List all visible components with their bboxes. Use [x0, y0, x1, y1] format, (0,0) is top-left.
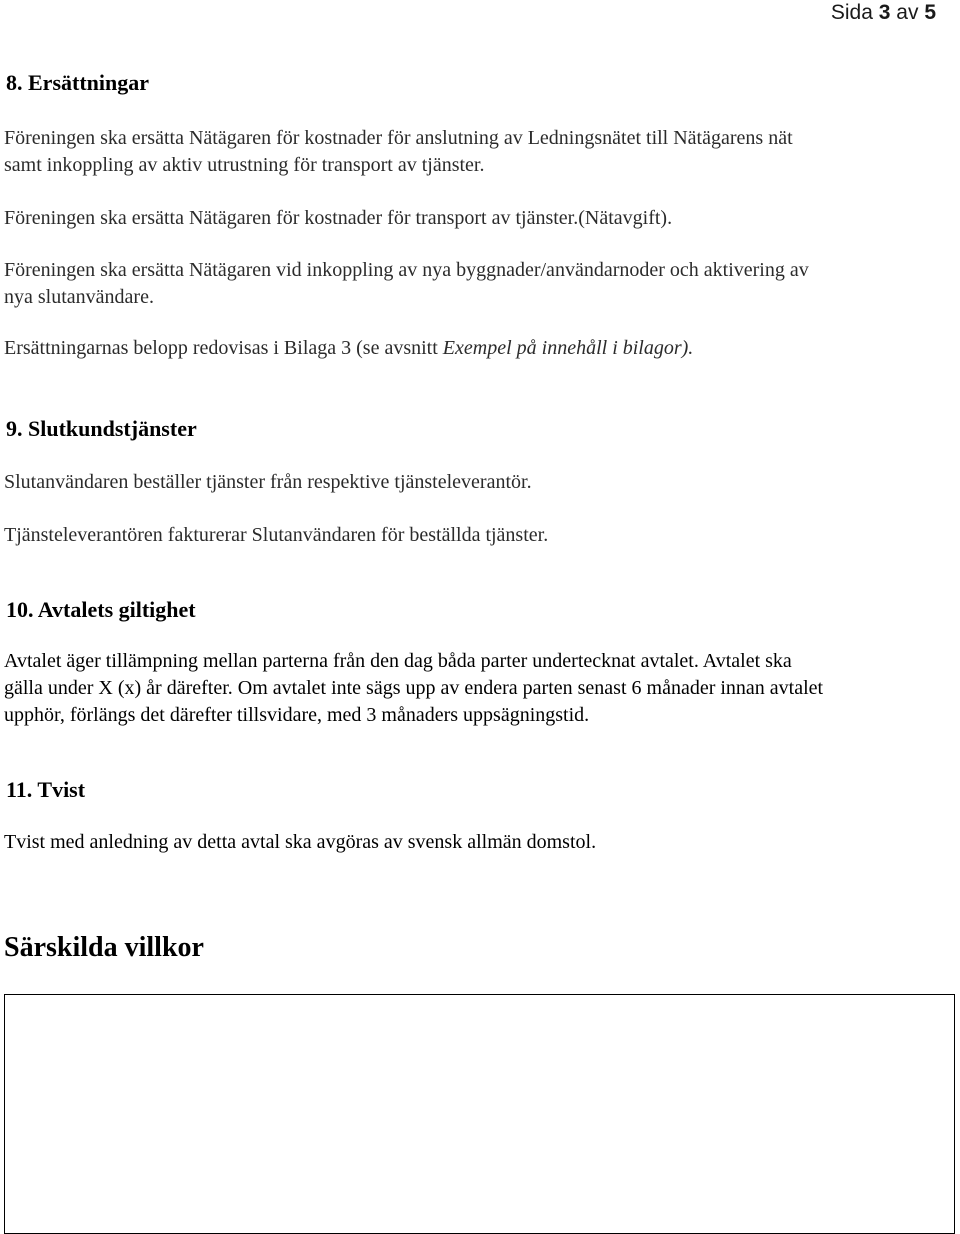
section-10-paragraph: [4, 648, 924, 729]
section-8-paragraph-4-reference: Exempel på innehåll i bilagor).: [442, 337, 694, 359]
section-8-paragraph-1-line-1: Föreningen ska ersätta Nätägaren för kostnader för anslutning av Ledningsnätet till Nätägarens nät: [4, 127, 793, 149]
section-8-paragraph-1-line-2: samt inkoppling av aktiv utrustning för transport av tjänster.: [4, 154, 485, 176]
section-8-paragraph-4-text: Ersättningarnas belopp redovisas i Bilaga 3 (se avsnitt: [4, 337, 443, 359]
section-8-paragraph-2: Föreningen ska ersätta Nätägaren för kostnader för transport av tjänster.(Nätavgift).: [4, 207, 673, 229]
page-total: 5: [924, 1, 936, 24]
special-terms-heading: Särskilda villkor: [4, 932, 204, 963]
section-8-paragraph-1: [4, 125, 924, 179]
special-terms-box: [4, 994, 955, 1234]
section-8-paragraph-3-line-2: nya slutanvändare.: [4, 286, 154, 308]
section-9-paragraph-2: Tjänsteleverantören fakturerar Slutanvändaren för beställda tjänster.: [4, 524, 549, 546]
section-11-paragraph: Tvist med anledning av detta avtal ska avgöras av svensk allmän domstol.: [4, 831, 597, 853]
page-number: [831, 0, 936, 26]
page-separator: av: [896, 1, 919, 24]
section-8-paragraph-3-line-1: Föreningen ska ersätta Nätägaren vid inkoppling av nya byggnader/användarnoder och aktivering av: [4, 259, 809, 281]
section-8-paragraph-4: [4, 335, 924, 362]
section-8-heading: 8. Ersättningar: [6, 70, 149, 95]
section-10-line-3: upphör, förlängs det därefter tillsvidare, med 3 månaders uppsägningstid.: [4, 704, 590, 726]
section-11-heading: 11. Tvist: [6, 777, 86, 802]
section-9-heading: 9. Slutkundstjänster: [6, 416, 197, 441]
section-10-heading: 10. Avtalets giltighet: [6, 597, 196, 622]
page-prefix: Sida: [830, 1, 873, 24]
page-current: 3: [878, 1, 891, 24]
section-9-paragraph-1: Slutanvändaren beställer tjänster från respektive tjänsteleverantör.: [4, 471, 532, 493]
section-10-line-2: gälla under X (x) år därefter. Om avtalet inte sägs upp av endera parten senast 6 månader innan avtalet: [4, 677, 824, 699]
section-8-paragraph-3: [4, 257, 924, 311]
section-10-line-1: Avtalet äger tillämpning mellan parterna från den dag båda parter undertecknat avtalet. Avtalet ska: [4, 650, 792, 672]
